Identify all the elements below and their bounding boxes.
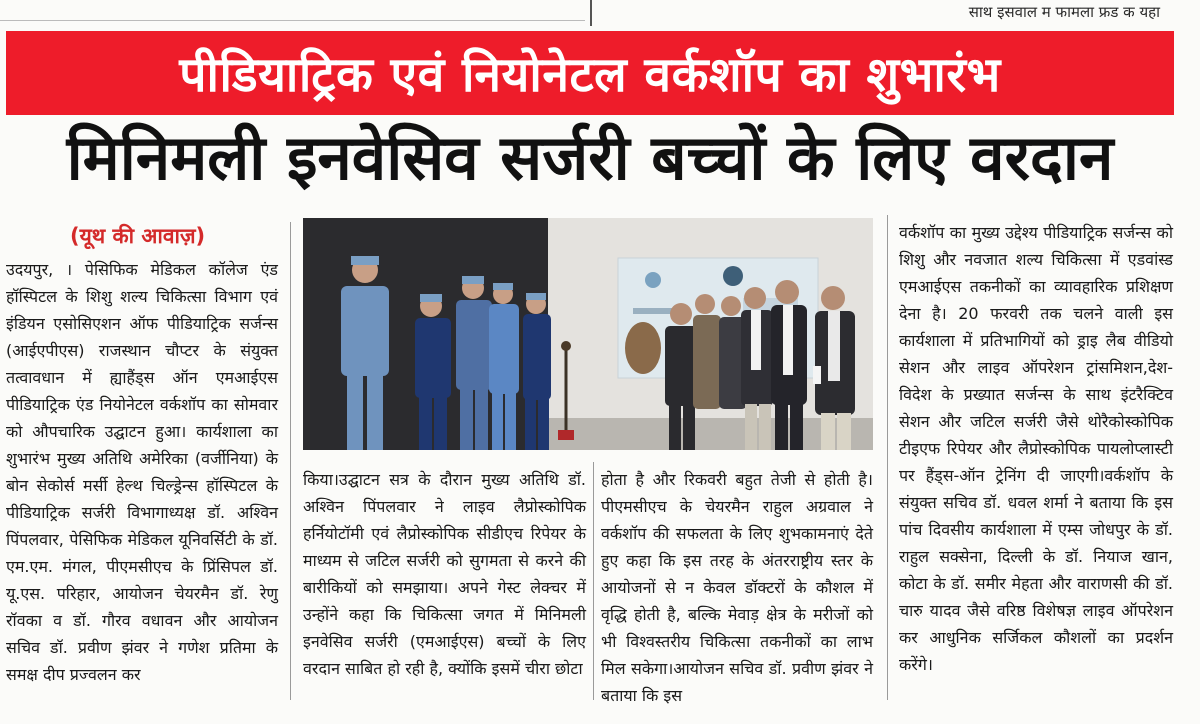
workshop-inauguration-photo	[303, 218, 873, 450]
article-column-3: होता है और रिकवरी बहुत तेजी से होती है।पीएमसीएच के चेयरमैन राहुल अग्रवाल ने वर्कशॉप की सफलता के लिए शुभकामनाएं देते हुए कहा कि इस तरह के अंतरराष्ट्रीय स्तर के आयोजनों से न केवल डॉक्टरों के कौशल में वृद्धि होती है, बल्कि मेवाड़ क्षेत्र के मरीजों को भी विश्वस्तरीय चिकित्सा तकनीकों का लाभ मिल सकेगा।आयोजन सचिव डॉ. प्रवीण झंवर ने बताया कि इस	[601, 470, 873, 705]
strip-divider	[0, 20, 585, 21]
article-column-4: वर्कशॉप का मुख्य उद्देश्य पीडियाट्रिक सर्जन्स को शिशु और नवजात शल्य चिकित्सा में एडवांस्ड एमआईएस तकनीकों का व्यावहारिक प्रशिक्षण देना है। 20 फरवरी तक चलने वाली इस कार्यशाला में प्रतिभागियों को ड्राइ लैब वीडियो सेशन और लाइव ऑपरेशन ट्रांसमिशन,देश-विदेश के प्रख्यात सर्जन्स के साथ इंटरैक्टिव सेशन और जटिल सर्जरी जैसे थोरैकोस्कोपिक टीइएफ रिपेयर और लैप्रोस्कोपिक पायलोप्लास्टी पर हैंड्स-ऑन ट्रेनिंग दी जाएगी।वर्कशॉप के संयुक्त सचिव डॉ. धवल शर्मा ने बताया कि इस पांच दिवसीय कार्यशाला में एम्स जोधपुर के डॉ. राहुल सक्सेना, दिल्ली के डॉ. नियाज खान, कोटा के डॉ. समीर मेहता और वाराणसी की डॉ. चारु यादव जैसे वरिष्ठ विशेषज्ञ लाइव ऑपरेशन कर आधुनिक सर्जिकल कौशलों का प्रदर्शन करेंगे।	[899, 223, 1173, 674]
column-separator	[590, 0, 592, 26]
headline-text: मिनिमली इनवेसिव सर्जरी बच्चों के लिए वरदान	[66, 121, 1114, 194]
byline: (यूथ की आवाज़)	[70, 224, 206, 248]
column-rule	[290, 222, 291, 700]
previous-article-strip	[0, 0, 1200, 28]
kicker-text: पीडियाट्रिक एवं नियोनेटल वर्कशॉप का शुभारंभ	[179, 46, 1001, 103]
previous-article-text: साथ इसवाल म फामला फ्रड क यहा	[968, 3, 1160, 21]
column-rule	[593, 462, 594, 700]
photo-illustration	[303, 218, 873, 450]
column-rule	[887, 215, 888, 700]
article-column-1: उदयपुर, । पेसिफिक मेडिकल कॉलेज एंड हॉस्पिटल के शिशु शल्य चिकित्सा विभाग एवं इंडियन एसोसिएशन ऑफ पीडियाट्रिक सर्जन्स (आईएपीएस) राजस्थान चौप्टर के संयुक्त तत्वावधान में ह्याहैंड्स ऑन एमआईएस पीडियाट्रिक एंड नियोनेटल वर्कशॉप का सोमवार को औपचारिक उद्घाटन हुआ। कार्यशाला का शुभारंभ मुख्य अतिथि अमेरिका (वर्जीनिया) के बोन सेकोर्स मर्सी हेल्थ चिल्ड्रेन्स हॉस्पिटल के पीडियाट्रिक सर्जरी विभागाध्यक्ष डॉ. अश्विन पिंपलवार, पेसिफिक मेडिकल यूनिवर्सिटी के डॉ. एम.एम. मंगल, पीएमसीएच के प्रिंसिपल डॉ. यू.एस. परिहार, आयोजन चेयरमैन डॉ. रेणु रॉवका व डॉ. गौरव वधावन और आयोजन सचिव डॉ. प्रवीण झंवर ने गणेश प्रतिमा के समक्ष दीप प्रज्वलन कर	[6, 260, 278, 684]
kicker-banner	[6, 31, 1174, 115]
article-column-2: किया।उद्घाटन सत्र के दौरान मुख्य अतिथि डॉ. अश्विन पिंपलवार ने लाइव लैप्रोस्कोपिक हर्नियोटॉमी एवं लैप्रोस्कोपिक सीडीएच रिपेयर के माध्यम से जटिल सर्जरी को सुगमता से करने की बारीकियों को समझाया। अपने गेस्ट लेक्चर में उन्होंने कहा कि चिकित्सा जगत में मिनिमली इनवेसिव सर्जरी (एमआईएस) बच्चों के लिए वरदान साबित हो रही है, क्योंकि इसमें चीरा छोटा	[303, 470, 586, 678]
main-headline	[6, 116, 1174, 196]
